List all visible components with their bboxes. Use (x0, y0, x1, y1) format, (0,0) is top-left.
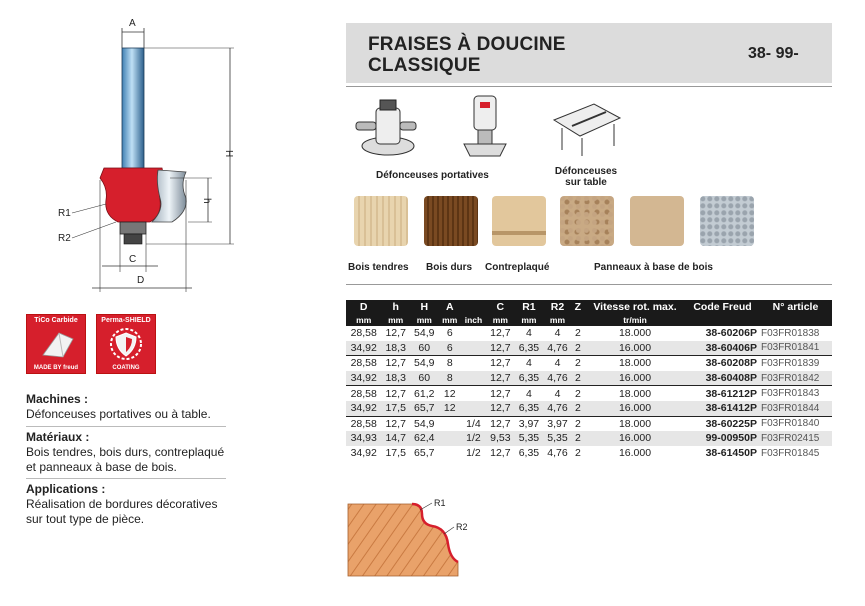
table-cell: 17,5 (385, 447, 406, 460)
table-cell (439, 446, 461, 461)
table-cell: 4,76 (543, 401, 572, 416)
table-cell: 12,7 (486, 341, 515, 356)
table-cell: 16.000 (618, 447, 652, 460)
table-cell: 65,7 (414, 447, 435, 460)
table-cell: 38-60406P (686, 341, 759, 356)
table-cell: 12,7 (486, 356, 515, 371)
table-cell: 3,97 (543, 416, 572, 431)
table-cell: 5,35 (515, 431, 544, 446)
table-header: A (439, 300, 461, 314)
table-cell: 4 (515, 356, 544, 371)
table-cell (461, 371, 486, 386)
table-cell: 54,9 (410, 416, 439, 431)
bit-bearing (120, 222, 146, 234)
table-cell: 2 (572, 431, 584, 446)
profile-r1-label: R1 (434, 498, 446, 508)
table-cell: 12,7 (385, 327, 406, 340)
table-unit-header: mm (515, 314, 544, 326)
table-unit-header (686, 314, 759, 326)
table-cell: 4 (543, 356, 572, 371)
table-cell: 38-61412P (686, 401, 759, 416)
table-cell: 12 (439, 401, 461, 416)
table-cell: F03FR01839 (759, 356, 832, 371)
table-cell (461, 401, 486, 416)
table-header: Z (572, 300, 584, 314)
table-cell: 4,76 (543, 371, 572, 386)
trim-router-icon (460, 92, 510, 162)
table-cell: 54,9 (414, 327, 435, 340)
table-cell: F03FR01841 (759, 341, 832, 356)
table-unit-header: inch (461, 314, 486, 326)
table-cell: 12,7 (486, 386, 515, 401)
table-header (461, 300, 486, 314)
table-unit-header: mm (439, 314, 461, 326)
applications-text-1: Réalisation de bordures décoratives (26, 497, 218, 511)
table-row (346, 371, 832, 386)
dim-h-lower-label: h (201, 198, 212, 204)
portable-router-icon (352, 94, 422, 160)
table-row (346, 401, 832, 416)
table-cell: F03FR01840 (759, 416, 832, 431)
table-unit-header: mm (410, 314, 439, 326)
divider (346, 284, 832, 285)
profile-r2-label: R2 (456, 522, 468, 532)
table-cell: 3,97 (515, 416, 544, 431)
table-cell (439, 416, 461, 431)
table-cell: 8 (439, 371, 461, 386)
table-cell: 12,7 (486, 371, 515, 386)
table-cell: 2 (572, 401, 584, 416)
table-header: C (486, 300, 515, 314)
table-cell: 34,92 (346, 371, 381, 386)
table-cell: 1/2 (466, 447, 481, 460)
divider (26, 478, 226, 479)
table-cell: 2 (574, 447, 581, 460)
table-cell: 12 (439, 386, 461, 401)
table-cell: 4 (525, 327, 532, 340)
table-cell: 28,58 (346, 386, 381, 401)
table-cell: F03FR02415 (759, 431, 832, 446)
applications-title: Applications : (26, 482, 106, 496)
table-cell: 65,7 (410, 401, 439, 416)
table-header: N° article (759, 300, 832, 314)
table-cell: 61,2 (410, 386, 439, 401)
table-cell: 60 (410, 341, 439, 356)
table-row (346, 416, 832, 431)
materials-text-1: Bois tendres, bois durs, contreplaqué (26, 445, 225, 459)
table-row (346, 356, 832, 371)
table-cell (461, 386, 486, 401)
table-cell: 16.000 (584, 371, 686, 386)
table-cell: 60 (410, 371, 439, 386)
table-cell: 34,92 (350, 447, 377, 460)
table-cell: F03FR01842 (759, 371, 832, 386)
table-cell: 4 (554, 327, 561, 340)
table-cell: 18.000 (584, 356, 686, 371)
table-cell: 2 (574, 327, 581, 340)
table-cell: 12,7 (486, 416, 515, 431)
table-header: H (410, 300, 439, 314)
page-title: FRAISES À DOUCINE CLASSIQUE (368, 34, 566, 76)
table-row (346, 386, 832, 401)
table-cell: 38-61450P (705, 447, 757, 460)
table-cell: F03FR01843 (759, 386, 832, 401)
table-header: D (346, 300, 381, 314)
table-cell (461, 326, 486, 341)
machines-title: Machines : (26, 392, 89, 406)
table-cell: F03FR01838 (760, 327, 820, 339)
table-row (346, 431, 832, 446)
shield-icon (108, 327, 144, 361)
table-cell: 12,7 (381, 386, 410, 401)
table-cell: 34,92 (346, 401, 381, 416)
series-code: 38- 99- (748, 45, 799, 62)
table-header: Code Freud (686, 300, 759, 314)
table-unit-header (572, 314, 584, 326)
table-cell: 12,7 (486, 401, 515, 416)
table-cell: 4 (515, 386, 544, 401)
router-bit-diagram (40, 10, 260, 295)
table-cell: 2 (572, 371, 584, 386)
materials-title: Matériaux : (26, 430, 90, 444)
table-cell: 18.000 (618, 327, 652, 340)
table-cell: 38-61212P (686, 386, 759, 401)
table-cell: 6 (439, 341, 461, 356)
bit-body (100, 168, 164, 222)
divider (26, 426, 226, 427)
table-cell: 54,9 (410, 356, 439, 371)
table-cell: 18,3 (381, 341, 410, 356)
table-cell: 8 (439, 356, 461, 371)
table-cell: 12,7 (381, 356, 410, 371)
table-header: R1 (515, 300, 544, 314)
table-cell: 12,7 (381, 416, 410, 431)
table-cell: F03FR01845 (760, 447, 820, 459)
table-cell: 1/2 (461, 431, 486, 446)
softwood-swatch (354, 196, 408, 246)
table-unit-header: mm (486, 314, 515, 326)
router-table-icon (548, 96, 624, 158)
dim-c-label: C (129, 254, 137, 265)
material-label-plywood: Contreplaqué (485, 262, 550, 273)
table-cell: 9,53 (486, 431, 515, 446)
table-cell: 38-60225P (686, 416, 759, 431)
particleboard-swatch (560, 196, 614, 246)
table-cell: 62,4 (410, 431, 439, 446)
wood-profile (348, 504, 458, 576)
plywood-swatch (492, 196, 546, 246)
table-cell: 2 (572, 386, 584, 401)
table-header: R2 (543, 300, 572, 314)
machines-text: Défonceuses portatives ou à table. (26, 407, 211, 421)
table-cell: 18,3 (381, 371, 410, 386)
table-unit-header: mm (346, 314, 381, 326)
divider (346, 86, 832, 87)
profile-illustration (346, 494, 506, 578)
table-header: Vitesse rot. max. (584, 300, 686, 314)
table-unit-header (759, 314, 832, 326)
table-cell: 2 (572, 341, 584, 356)
router-table-label: Défonceuses sur table (554, 166, 618, 188)
tico-carbide-badge: TiCo Carbide MADE BY freud (26, 314, 86, 374)
table-header: h (381, 300, 410, 314)
material-label-softwood: Bois tendres (348, 262, 409, 273)
applications-text-2: sur tout type de pièce. (26, 512, 145, 526)
table-cell: 6,35 (515, 341, 544, 356)
table-unit-header: mm (381, 314, 410, 326)
hardwood-swatch (424, 196, 478, 246)
table-cell: 4 (543, 386, 572, 401)
table-cell: F03FR01844 (759, 401, 832, 416)
table-cell (461, 341, 486, 356)
portable-router-label: Défonceuses portatives (376, 170, 489, 181)
table-cell (439, 431, 461, 446)
dim-h-upper-label: H (223, 150, 234, 158)
mdf-swatch (630, 196, 684, 246)
table-cell: 38-60206P (705, 327, 757, 340)
table-cell: 4,76 (547, 447, 568, 460)
table-cell: 34,92 (346, 341, 381, 356)
chipboard-swatch (700, 196, 754, 246)
table-cell: 6,35 (518, 447, 540, 460)
table-cell: 38-60408P (686, 371, 759, 386)
table-cell: 12,7 (490, 327, 511, 340)
dim-d-label: D (137, 275, 145, 286)
table-cell: 5,35 (543, 431, 572, 446)
table-row (346, 341, 832, 356)
table-cell: 1/4 (461, 416, 486, 431)
specs-table (346, 300, 832, 460)
dim-a-label: A (129, 18, 136, 29)
materials-text-2: et panneaux à base de bois. (26, 460, 177, 474)
table-cell: 18.000 (584, 386, 686, 401)
r2-label: R2 (58, 233, 71, 244)
table-cell: 99-00950P (686, 431, 759, 446)
table-cell: 28,58 (346, 356, 381, 371)
table-row (346, 326, 832, 341)
table-unit-header: tr/min (584, 314, 686, 326)
table-unit-header: mm (543, 314, 572, 326)
table-cell: 14,7 (381, 431, 410, 446)
table-cell: 18.000 (584, 416, 686, 431)
bit-shank (122, 48, 144, 168)
table-cell: 28,58 (350, 327, 377, 340)
table-cell (461, 356, 486, 371)
table-cell: 4,76 (543, 341, 572, 356)
table-cell: 16.000 (584, 431, 686, 446)
material-label-panels: Panneaux à base de bois (594, 262, 713, 273)
table-cell: 6,35 (515, 371, 544, 386)
table-cell: 17,5 (381, 401, 410, 416)
material-label-hardwood: Bois durs (426, 262, 473, 273)
tico-crystal-icon (39, 329, 75, 359)
table-cell: 6 (446, 327, 453, 340)
table-cell: 16.000 (584, 341, 686, 356)
table-cell: 38-60208P (686, 356, 759, 371)
table-cell: 16.000 (584, 401, 686, 416)
table-cell: 34,93 (346, 431, 381, 446)
table-cell: 6,35 (515, 401, 544, 416)
table-cell: 12,7 (490, 447, 511, 460)
table-cell: 2 (572, 356, 584, 371)
table-cell: 2 (572, 416, 584, 431)
r1-label: R1 (58, 208, 71, 219)
table-cell: 28,58 (346, 416, 381, 431)
table-row (346, 446, 832, 461)
perma-shield-badge: Perma-SHIELD COATING (96, 314, 156, 374)
